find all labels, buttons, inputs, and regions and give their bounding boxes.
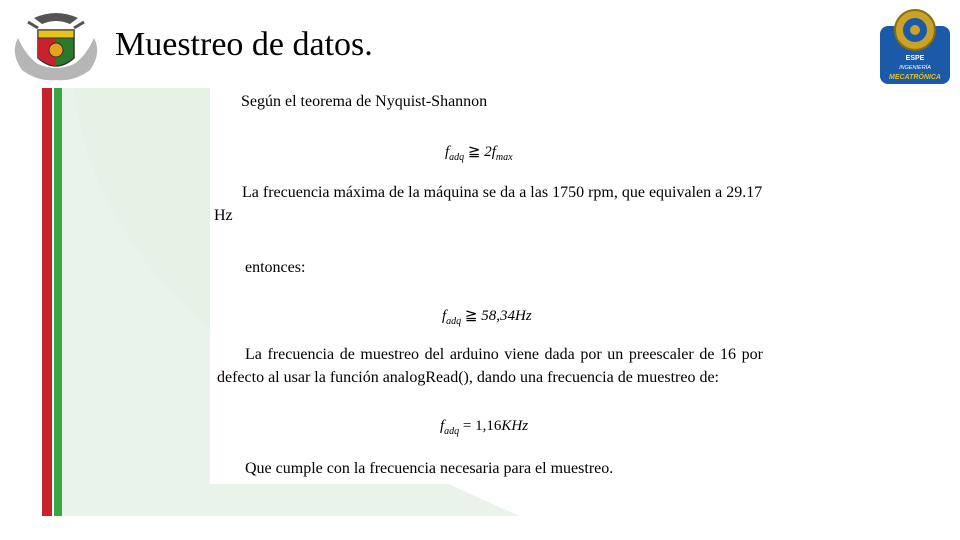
- entonces-text: entonces:: [245, 259, 306, 276]
- logo-text-espe: ESPE: [905, 55, 925, 62]
- university-coat-of-arms-icon: [8, 8, 104, 84]
- formula3-rhs-unit: KHz: [501, 418, 529, 434]
- formula3-rhs-num: 1,16: [475, 418, 502, 434]
- formula1-lhs: f: [445, 144, 450, 160]
- formula-frequency-min: [442, 306, 532, 327]
- paragraph2-line1: La frecuencia de muestreo del arduino viene dada por un preescaler de 16 por: [245, 346, 763, 363]
- formula-arduino-frequency: [440, 418, 528, 437]
- formula2-rhs: 58,34Hz: [481, 308, 532, 324]
- paragraph2-line2: defecto al usar la función analogRead(), dando una frecuencia de muestreo de:: [217, 369, 719, 386]
- formula3-lhs-sub: adq: [444, 426, 460, 437]
- logo-text-ingenieria: INGENIERÍA: [899, 65, 931, 71]
- formula1-op: ≧: [467, 144, 481, 160]
- formula-nyquist: [445, 142, 513, 163]
- espe-ingenieria-mecatronica-logo-icon: [876, 6, 954, 86]
- paragraph1-line2: Hz: [214, 207, 233, 224]
- formula3-op: =: [462, 418, 472, 434]
- logo-text-mecatronica: MECATRÓNICA: [889, 74, 941, 81]
- intro-text: Según el teorema de Nyquist-Shannon: [241, 93, 488, 110]
- formula3-lhs: f: [440, 418, 445, 434]
- formula1-rhs: 2f: [484, 144, 496, 160]
- formula1-lhs-sub: adq: [449, 152, 465, 163]
- conclusion-text: Que cumple con la frecuencia necesaria para el muestreo.: [245, 460, 614, 477]
- formula2-lhs-sub: adq: [446, 316, 462, 327]
- formula2-op: ≧: [464, 308, 478, 324]
- slide-title: Muestreo de datos.: [115, 26, 373, 63]
- paragraph1-line1: La frecuencia máxima de la máquina se da a las 1750 rpm, que equivalen a 29.17: [242, 184, 763, 201]
- formula2-lhs: f: [442, 308, 447, 324]
- formula1-rhs-sub: max: [495, 152, 513, 163]
